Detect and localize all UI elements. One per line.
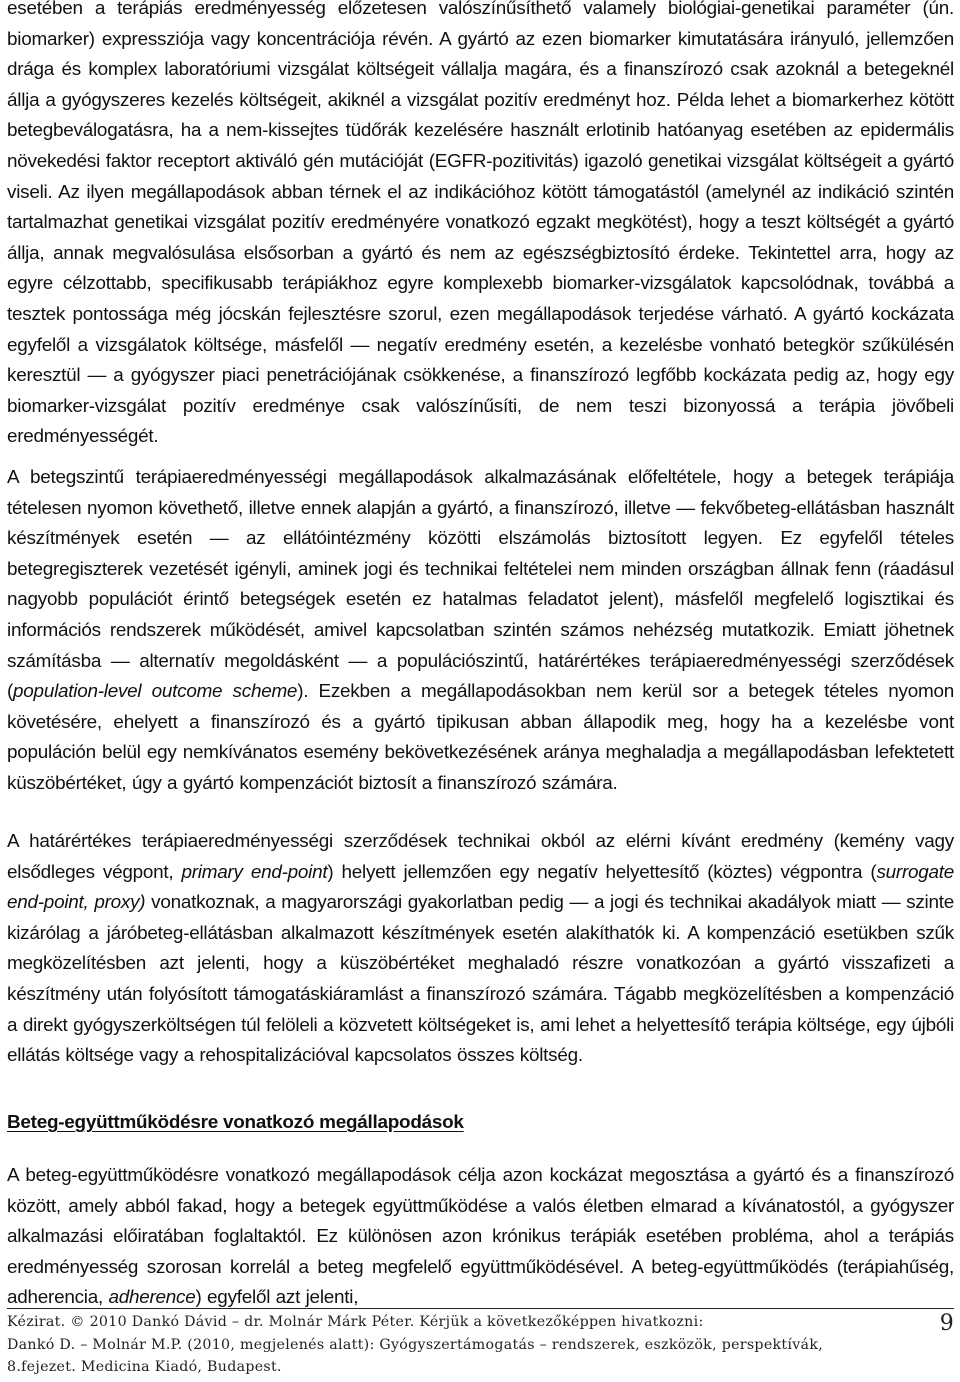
italic-term: primary end-point — [181, 861, 328, 883]
footer-citation: Dankó D. – Molnár M.P. (2010, megjelenés alatt): Gyógyszertámogatás – rendszerek, eszközök, perspektívák, — [7, 1336, 824, 1353]
footer-publisher: 8.fejezet. Medicina Kiadó, Budapest. — [7, 1359, 282, 1375]
paragraph-text: vonatkoznak, a magyarországi gyakorlatban pedig — a jogi és technikai akadályok miatt — szinte kizárólag a járóbeteg-ellátásban alkalmazott készítmények esetén alakíthatók ki. A kompenzáció esetükben szűk megközelítésben azt jelenti, hogy a küszöbértéket meghaladó részre vonatkozóan a gyártó visszafizeti a készítmény után folyósított támogatáskiáramlást a finanszírozó számára. Tágabb megközelítésben a kompenzáció a direkt gyógyszerköltségen túl felöleli a közvetett költségeket is, ami lehet a helyettesítő terápia költsége, egy újbóli ellátás költsége vagy a rehospitalizációval kapcsolatos összes költség. — [7, 892, 954, 1067]
italic-term: adherence — [108, 1287, 196, 1309]
section-heading: Beteg-együttműködésre vonatkozó megállapodások — [7, 1112, 464, 1133]
paragraph-text: ). Ezekben a megállapodásokban nem kerül sor a betegek tételes nyomon követésére, ehelyett a finanszírozó és a gyártó tipikusan abban állapodik meg, hogy ha a kezelésbe vont populáción belül egy nemkívánatos esemény bekövetkezésének aránya meghaladja a megállapodásban lefektetett küszöbértéket, úgy a gyártó kompenzációt biztosít a finanszírozó számára. — [7, 681, 954, 794]
paragraph-biomarker — [7, 0, 954, 453]
paragraph-patient-level-outcome — [7, 463, 954, 800]
paragraph-text: A beteg-együttműködésre vonatkozó megállapodások célja azon kockázat megosztása a gyártó és a finanszírozó között, amely abból fakad, hogy a betegek együttműködése a valós életben elmarad a kívánatostól, a gyógyszer alkalmazási előiratában foglaltaktól. Ez különösen azon krónikus terápiák esetében probléma, ahol a terápiás eredményesség szorosan korrelál a beteg megfelelő együttműködésével. A beteg-együttműködés (terápiahűség, adherencia, — [7, 1165, 954, 1309]
paragraph-text: ) helyett jellemzően egy negatív helyettesítő (köztes) végpontra ( — [327, 861, 877, 883]
page-number: 9 — [939, 1311, 954, 1336]
paragraph-text: ) egyfelől azt jelenti, — [195, 1287, 359, 1309]
paragraph-text: A határértékes terápiaeredményességi szerződések technikai okból az elérni kívánt eredmény (kemény vagy elsődleges végpont, — [7, 831, 954, 883]
paragraph-adherence — [7, 1161, 954, 1314]
footer-copyright: Kézirat. © 2010 Dankó Dávid – dr. Molnár Márk Péter. Kérjük a következőképpen hivatkozni: — [7, 1314, 704, 1330]
paragraph-text: A betegszintű terápiaeredményességi megállapodások alkalmazásának előfeltétele, hogy a betegek terápiája tételesen nyomon követhető, illetve ennek alapján a gyártó, a finanszírozó, illetve — fekvőbeteg-ellátásban használt készítmények esetén — az ellátóintézmény közötti elszámolás biztosított legyen. Ez egyfelől tételes betegregiszterek vezetését igényli, aminek jogi és technikai feltételei nem minden országban állnak fenn (ráadásul nagyobb populációt érintő betegségek esetén ez hatalmas feladatot jelent), másfelől megfelelő logisztikai és információs rendszerek működését, amivel kapcsolatban szintén számos nehézség mutatkozik. Emiatt jöhetnek számításba — alternatív megoldásként — a populációszintű, határértékes terápiaeredményességi szerződések ( — [7, 467, 954, 703]
paragraph-text: esetében a terápiás eredményesség előzetesen valószínűsíthető valamely biológiai-genetikai paraméter (ún. biomarker) expressziója vagy koncentrációja révén. A gyártó az ezen biomarker kimutatására irányuló, jellemzően drága és komplex laboratóriumi vizsgálat költségeit vállalja magára, és a finanszírozó csak azoknál a betegeknél állja a gyógyszeres kezelés költségeit, akiknél a vizsgálat pozitív eredményt hoz. Példa lehet a biomarkerhez kötött betegbeválogatásra, ha a nem-kissejtes tüdőrák kezelésére használt erlotinib hatóanyag esetében az epidermális növekedési faktor receptort aktiváló gén mutációját (EGFR-pozitivitás) igazoló genetikai vizsgálat költségeit a gyártó viseli. Az ilyen megállapodások abban térnek el az indikációhoz kötött támogatástól (amelynél az indikáció szintén tartalmazhat genetikai vizsgálat pozitív eredményére vonatkozó egzakt megkötést), hogy a teszt költségét a gyártó állja, annak megvalósulása elsősorban a gyártó és nem az egészségbiztosító érdeke. Tekintettel arra, hogy az egyre célzottabb, specifikusabb terápiákhoz egyre komplexebb biomarker-vizsgálatok kapcsolódnak, továbbá a tesztek pontossága még jócskán fejlesztésre szorul, ezen megállapodások terjedése várható. A gyártó kockázata egyfelől a vizsgálatok költsége, másfelől — negatív eredmény esetén, a kezelésbe vonható betegkör szűkülésén keresztül — a gyógyszer piaci penetrációjának csökkenése, a finanszírozó legfőbb kockázata pedig az, hogy egy biomarker-vizsgálat pozitív eredménye csak valószínűsíti, de nem teszi bizonyossá a terápia jövőbeli eredményességét. — [7, 0, 954, 448]
page-footer — [7, 1308, 954, 1379]
paragraph-threshold-outcome — [7, 827, 954, 1072]
italic-term: surrogate end-point, proxy) — [7, 861, 955, 914]
italic-term: population-level outcome scheme — [13, 681, 298, 703]
